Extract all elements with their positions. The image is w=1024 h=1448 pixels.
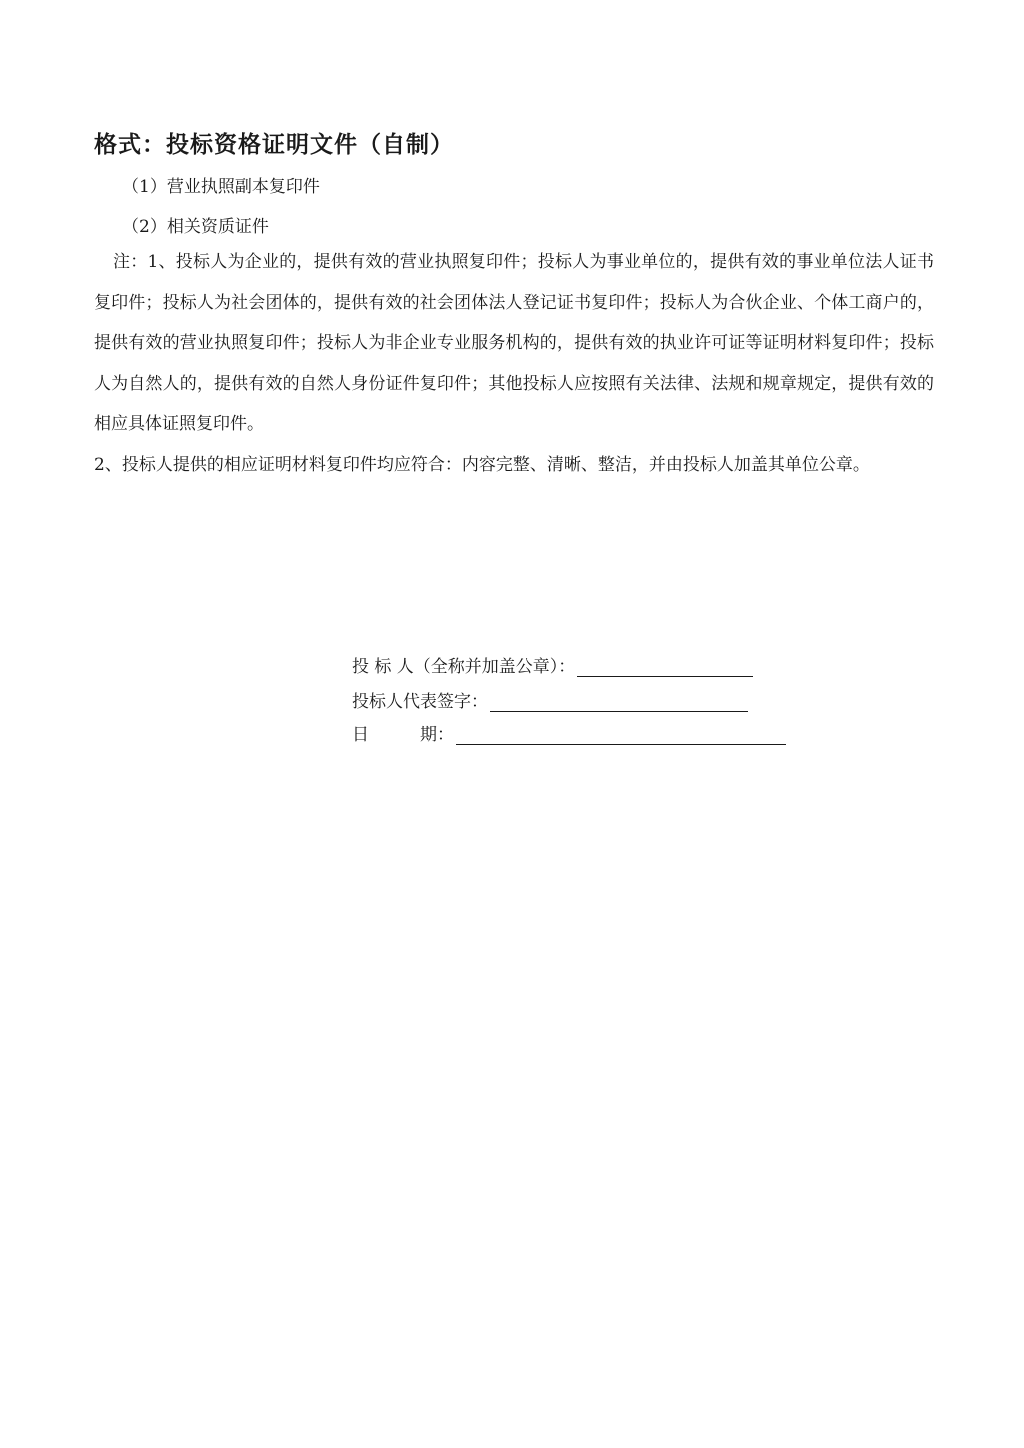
signature-representative-row	[352, 687, 812, 712]
date-line[interactable]	[456, 726, 786, 745]
representative-signature-line[interactable]	[490, 693, 748, 712]
note-paragraph-1: 注：1、投标人为企业的，提供有效的营业执照复印件；投标人为事业单位的，提供有效的事业单位法人证书复印件；投标人为社会团体的，提供有效的社会团体法人登记证书复印件；投标人为合伙企业、个体工商户的，提供有效的营业执照复印件；投标人为非企业专业服务机构的，提供有效的执业许可证等证明材料复印件；投标人为自然人的，提供有效的自然人身份证件复印件；其他投标人应按照有关法律、法规和规章规定，提供有效的相应具体证照复印件。	[94, 252, 934, 434]
document-heading: 格式：投标资格证明文件（自制）	[94, 131, 454, 158]
representative-label: 投标人代表签字：	[352, 692, 488, 712]
bidder-label: 投 标 人（全称并加盖公章）：	[352, 657, 576, 677]
signature-bidder-row	[352, 652, 812, 677]
signature-date-row	[352, 720, 812, 745]
bidder-signature-line[interactable]	[577, 658, 753, 677]
date-label: 日 期：	[352, 725, 454, 745]
note-paragraph-2: 2、投标人提供的相应证明材料复印件均应符合：内容完整、清晰、整洁，并由投标人加盖其单位公章。	[94, 454, 870, 475]
list-item-qualification-certificates: （2）相关资质证件	[122, 217, 269, 237]
list-item-business-license: （1）营业执照副本复印件	[122, 177, 320, 197]
note-block	[94, 242, 934, 485]
